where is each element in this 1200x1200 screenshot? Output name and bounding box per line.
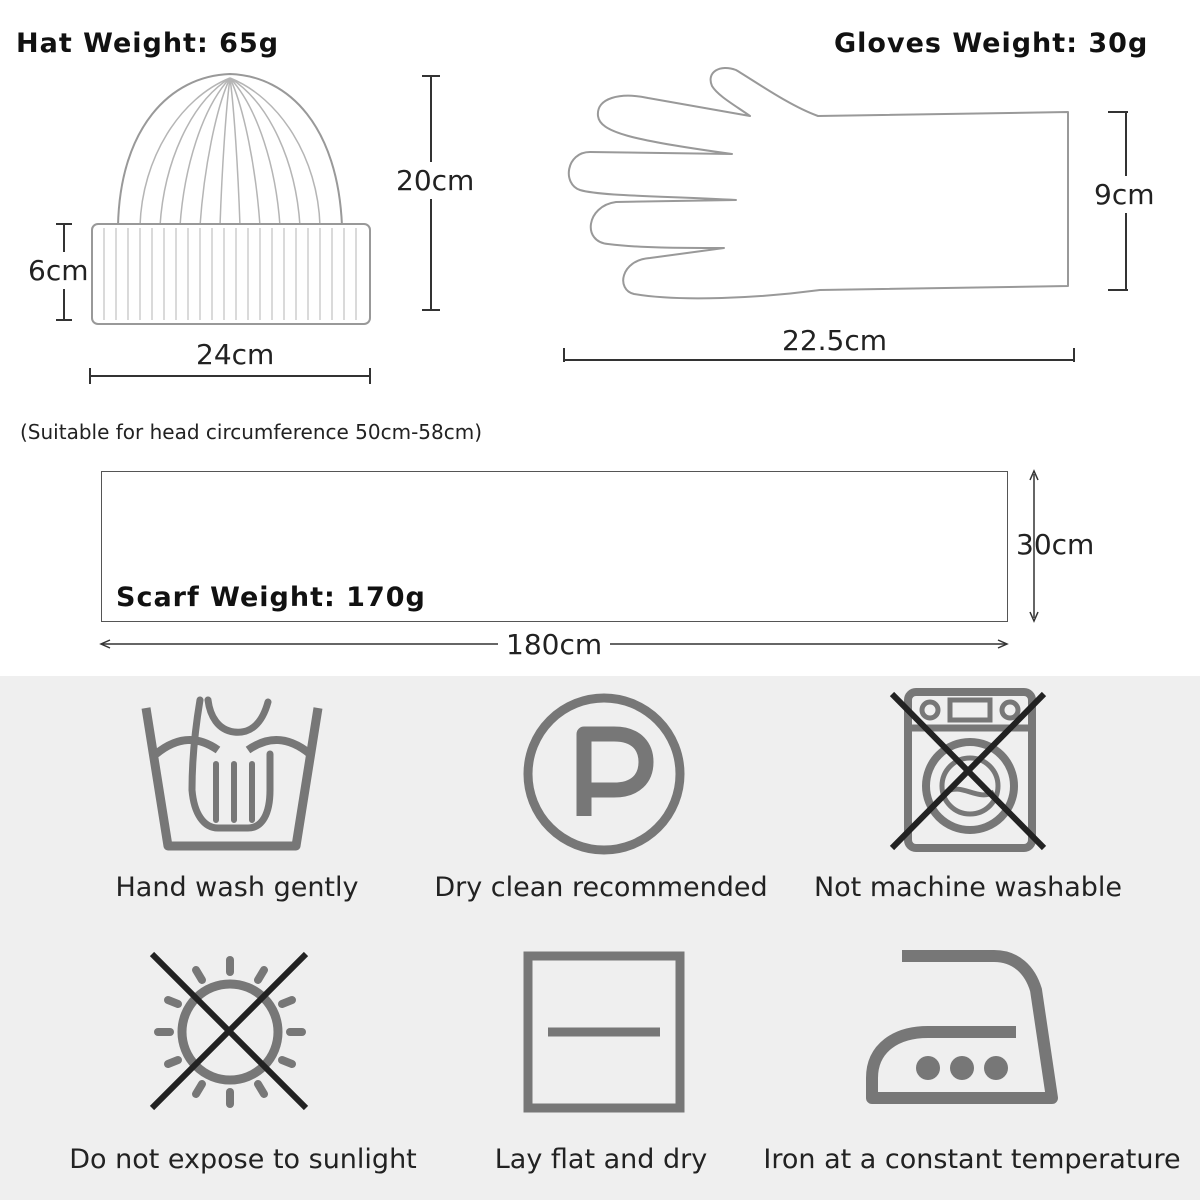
care-label-lay-flat-dry: Lay flat and dry: [494, 1144, 708, 1175]
hand-wash-icon: [138, 694, 328, 854]
scarf-weight-label: Scarf Weight: 170g: [116, 582, 426, 613]
glove-illustration: [560, 66, 1080, 306]
hat-size-note: (Suitable for head circumference 50cm-58cm): [20, 420, 483, 444]
hat-cuff-value: 6cm: [28, 254, 89, 287]
care-label-dry-clean: Dry clean recommended: [434, 872, 768, 903]
hat-illustration: [80, 68, 380, 328]
care-label-hand-wash: Hand wash gently: [115, 872, 359, 903]
hat-width-value: 24cm: [196, 338, 275, 371]
glove-width-value: 9cm: [1094, 178, 1155, 211]
scarf-length-value: 180cm: [506, 628, 603, 661]
care-label-no-machine-wash: Not machine washable: [813, 872, 1123, 903]
lay-flat-dry-icon: [522, 950, 686, 1114]
no-sunlight-icon: [146, 948, 316, 1118]
no-machine-wash-icon: [886, 688, 1056, 858]
glove-length-dimension: [562, 346, 1076, 364]
gloves-weight-label: Gloves Weight: 30g: [834, 28, 1149, 59]
hat-height-value: 20cm: [396, 164, 475, 197]
care-label-iron: Iron at a constant temperature: [763, 1144, 1181, 1175]
hat-weight-label: Hat Weight: 65g: [16, 28, 280, 59]
glove-length-value: 22.5cm: [782, 324, 888, 357]
dry-clean-icon: [522, 692, 686, 856]
scarf-height-value: 30cm: [1016, 528, 1095, 561]
iron-icon: [866, 948, 1056, 1108]
care-label-no-sunlight: Do not expose to sunlight: [69, 1144, 417, 1175]
hat-width-dimension: [88, 366, 374, 386]
